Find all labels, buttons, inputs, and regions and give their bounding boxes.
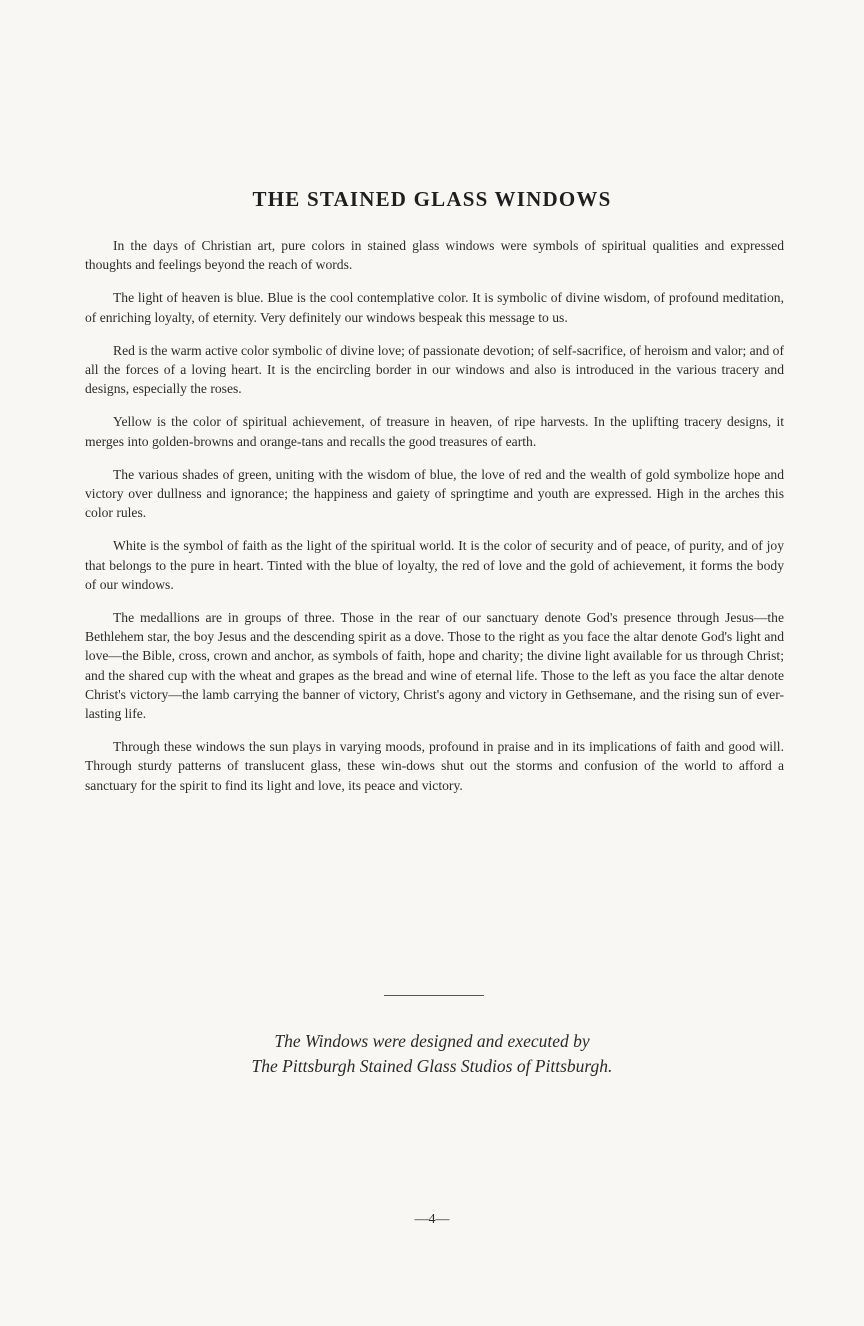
paragraph-green: The various shades of green, uniting with the wisdom of blue, the love of red and the wealth of gold symbolize hope and victory over dullness and ignorance; the happiness and gaiety of springtime and youth are expressed. High in the arches this color rules.	[85, 466, 784, 521]
paragraph-yellow: Yellow is the color of spiritual achievement, of treasure in heaven, of ripe harvests. In the uplifting tracery designs, it merges into golden-browns and orange-tans and recalls the good treasures of earth.	[85, 414, 784, 449]
body-text	[85, 236, 784, 809]
paragraph-intro: In the days of Christian art, pure colors in stained glass windows were symbols of spiritual qualities and expressed thoughts and feelings beyond the reach of words.	[85, 238, 784, 273]
credit-line-1: The Windows were designed and executed by	[274, 1031, 590, 1051]
paragraph-blue: The light of heaven is blue. Blue is the cool contemplative color. It is symbolic of divine wisdom, of profound meditation, of enriching loyalty, of eternity. Very definitely our windows bespeak this message to us.	[85, 290, 784, 325]
page-title: THE STAINED GLASS WINDOWS	[252, 187, 612, 211]
page-number: —4—	[414, 1212, 450, 1227]
paragraph-medallions: The medallions are in groups of three. Those in the rear of our sanctuary denote God's presence through Jesus—the Bethlehem star, the boy Jesus and the descending spirit as a dove. Those to the right as you face the altar denote God's light and love—the Bible, cross, crown and anchor, as symbols of faith, hope and charity; the divine light available for us through Christ; and the shared cup with the wheat and grapes as the bread and wine of eternal life. Those to the left as you face the altar denote Christ's victory—the lamb carrying the banner of victory, Christ's agony and victory in Gethsemane, and the rising sun of ever-lasting life.	[85, 610, 784, 722]
section-divider	[384, 995, 484, 996]
paragraph-white: White is the symbol of faith as the light of the spiritual world. It is the color of security and of peace, of purity, and of joy that belongs to the pure in heart. Tinted with the blue of loyalty, the red of love and the gold of achievement, it forms the body of our windows.	[85, 538, 784, 592]
credit-line-2: The Pittsburgh Stained Glass Studios of Pittsburgh.	[251, 1056, 613, 1076]
paragraph-conclusion: Through these windows the sun plays in varying moods, profound in praise and in its implications of faith and good will. Through sturdy patterns of translucent glass, these win-dows shut out the storms and confusion of the world to afford a sanctuary for the spirit to find its light and love, its peace and victory.	[85, 739, 784, 793]
paragraph-red: Red is the warm active color symbolic of divine love; of passionate devotion; of self-sacrifice, of heroism and valor; and of all the forces of a loving heart. It is the encircling border in our windows and also is introduced in the various tracery and designs, especially the roses.	[85, 342, 784, 397]
credit-block	[0, 1029, 864, 1079]
